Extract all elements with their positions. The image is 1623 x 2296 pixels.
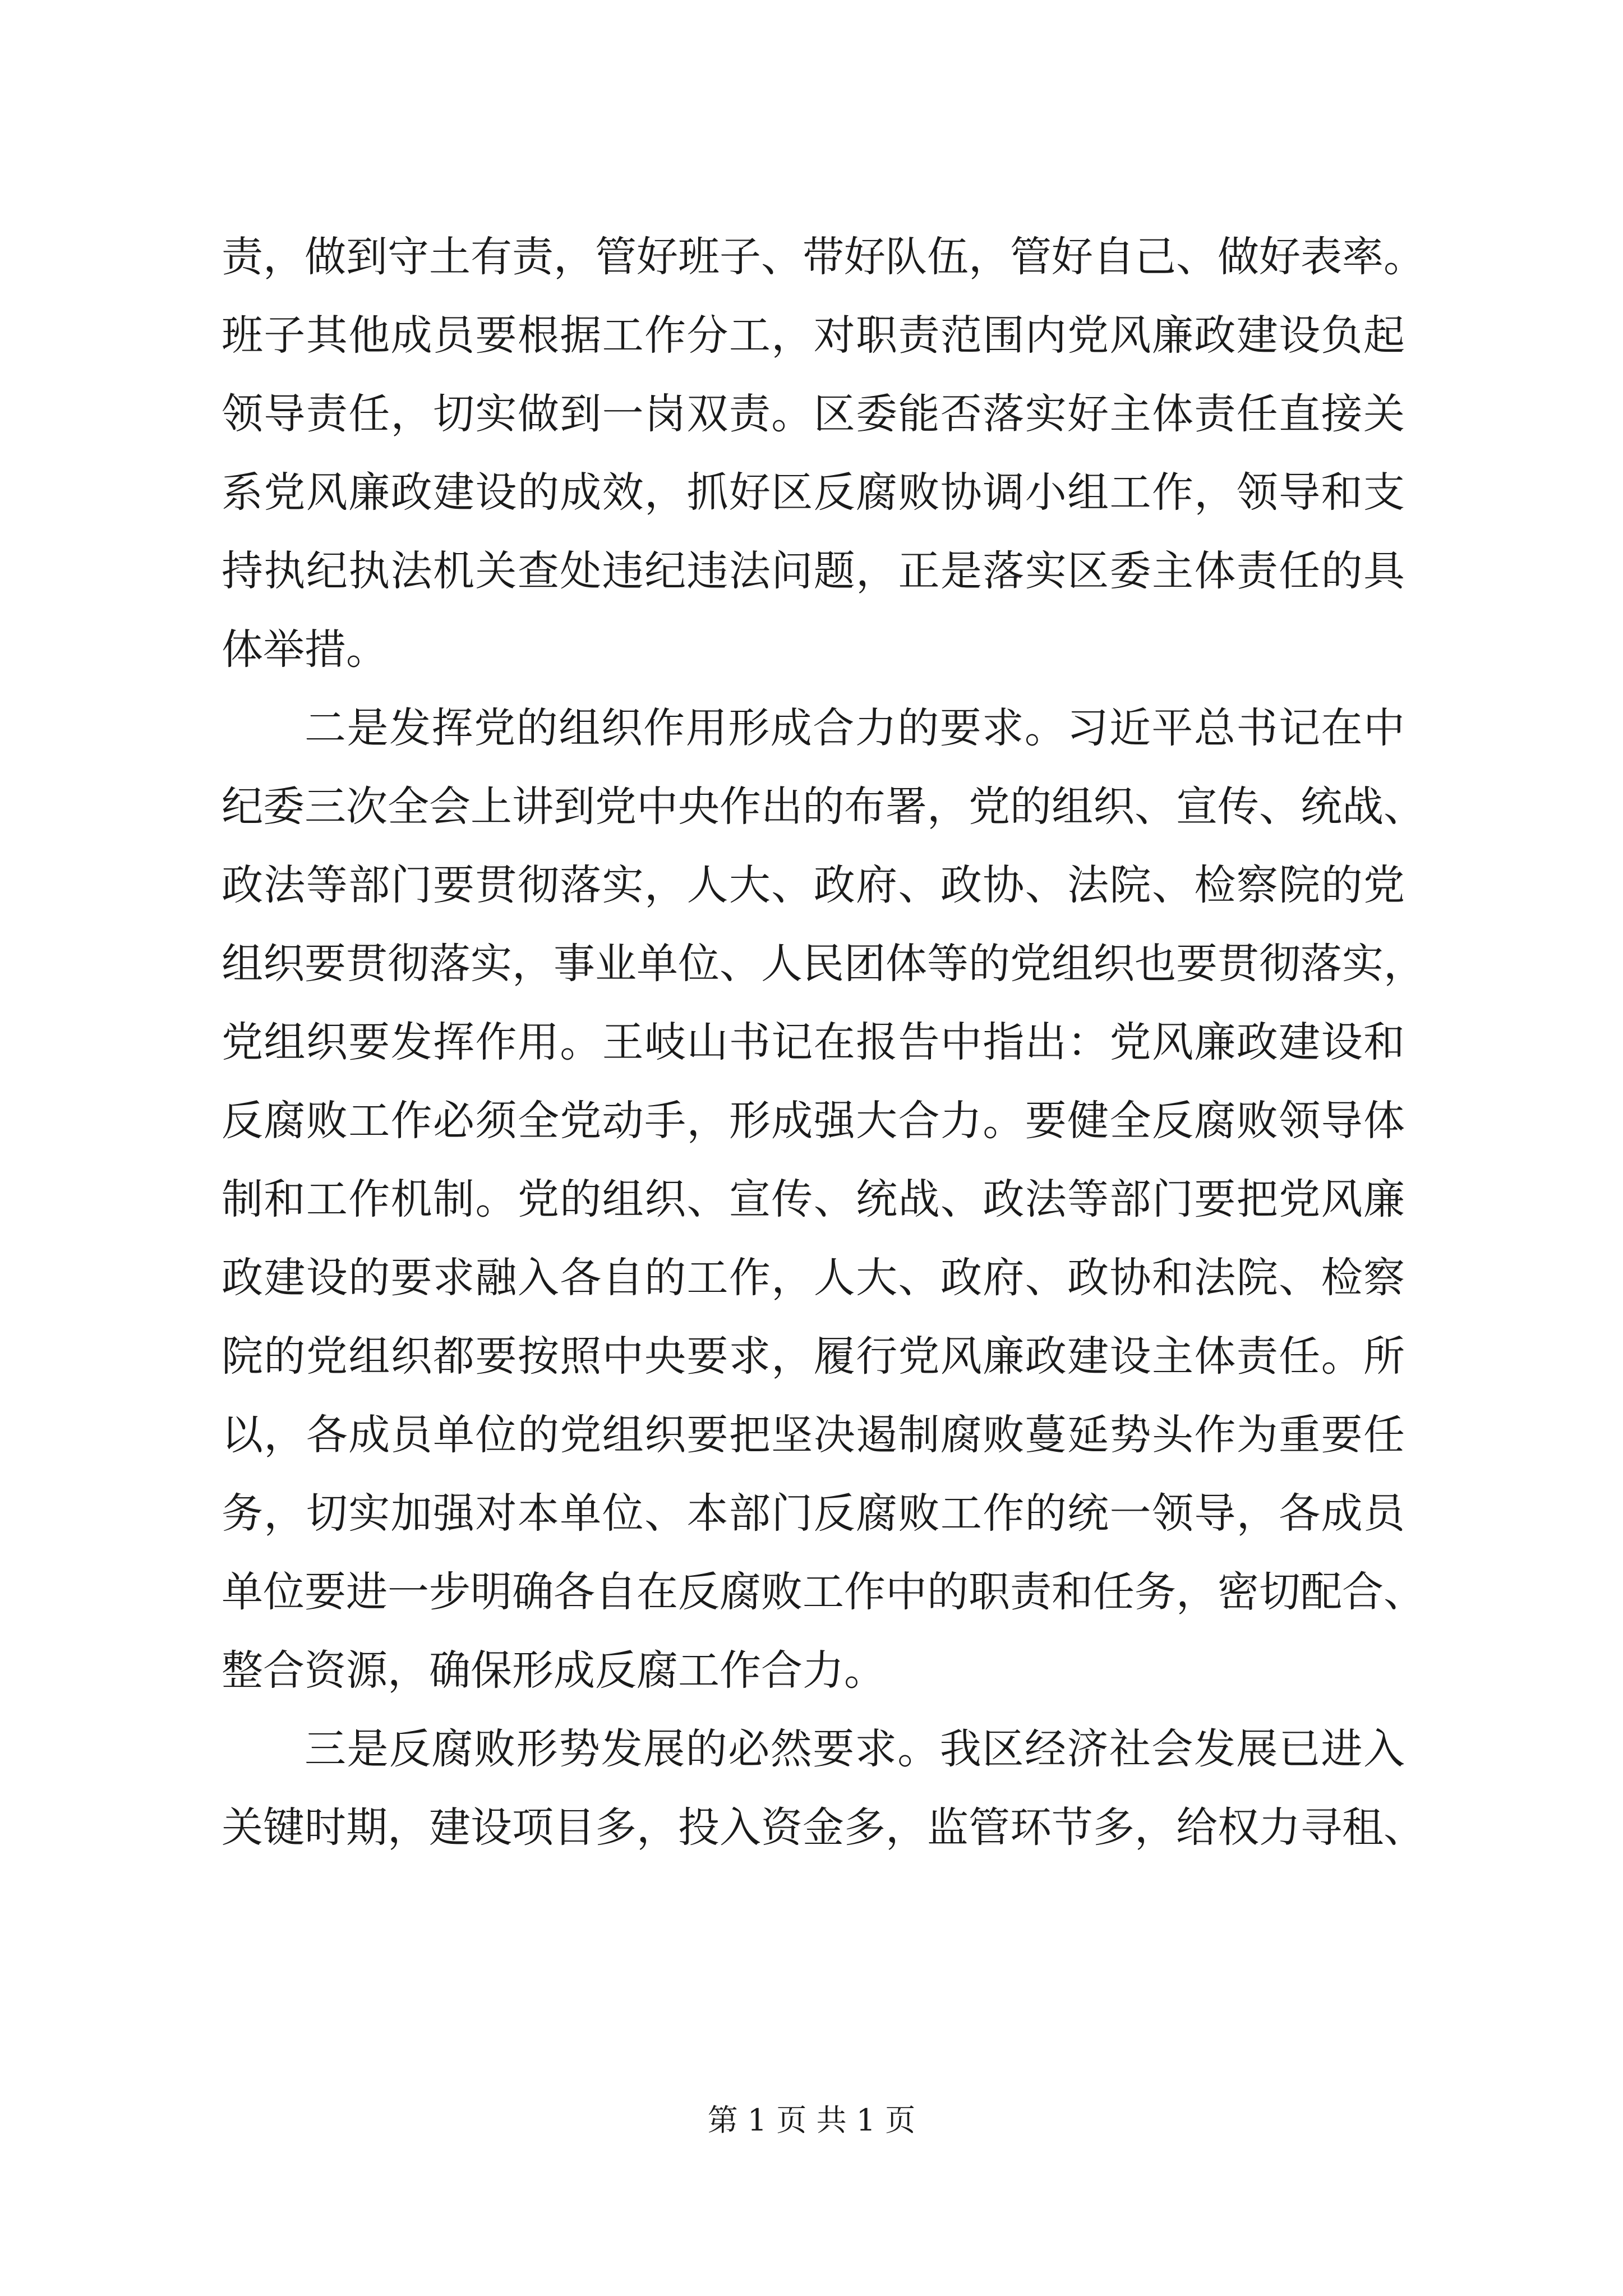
- paragraph-start-line: 三是反腐败形势发展的必然要求。我区经济社会发展已进入: [305, 1725, 1405, 1773]
- text-line: 政建设的要求融入各自的工作，人大、政府、政协和法院、检察: [222, 1254, 1405, 1302]
- text-line: 以，各成员单位的党组织要把坚决遏制腐败蔓延势头作为重要任: [222, 1411, 1405, 1459]
- text-line: 持执纪执法机关查处违纪违法问题，正是落实区委主体责任的具: [222, 547, 1405, 595]
- text-line: 整合资源，确保形成反腐工作合力。: [222, 1646, 886, 1695]
- text-line: 系党风廉政建设的成效，抓好区反腐败协调小组工作，领导和支: [222, 468, 1405, 517]
- text-line: 单位要进一步明确各自在反腐败工作中的职责和任务，密切配合、: [222, 1568, 1425, 1616]
- text-line: 领导责任，切实做到一岗双责。区委能否落实好主体责任直接关: [222, 390, 1405, 438]
- text-line: 反腐败工作必须全党动手，形成强大合力。要健全反腐败领导体: [222, 1097, 1405, 1145]
- text-line: 院的党组织都要按照中央要求，履行党风廉政建设主体责任。所: [222, 1332, 1405, 1381]
- text-line: 政法等部门要贯彻落实，人大、政府、政协、法院、检察院的党: [222, 861, 1405, 909]
- text-line: 纪委三次全会上讲到党中央作出的布署，党的组织、宣传、统战、: [222, 783, 1425, 831]
- text-line: 体举措。: [222, 625, 388, 674]
- text-line: 关键时期，建设项目多，投入资金多，监管环节多，给权力寻租、: [222, 1803, 1425, 1852]
- text-line: 班子其他成员要根据工作分工，对职责范围内党风廉政建设负起: [222, 311, 1405, 360]
- paragraph-start-line: 二是发挥党的组织作用形成合力的要求。习近平总书记在中: [305, 704, 1405, 752]
- text-line: 党组织要发挥作用。王岐山书记在报告中指出：党风廉政建设和: [222, 1018, 1405, 1066]
- text-line: 务，切实加强对本单位、本部门反腐败工作的统一领导，各成员: [222, 1489, 1405, 1538]
- text-line: 组织要贯彻落实，事业单位、人民团体等的党组织也要贯彻落实，: [222, 940, 1425, 988]
- text-line: 责，做到守土有责，管好班子、带好队伍，管好自己、做好表率。: [222, 233, 1425, 281]
- page-number-footer: 第 1 页 共 1 页: [707, 2102, 916, 2138]
- document-body: [222, 218, 1425, 1867]
- text-line: 制和工作机制。党的组织、宣传、统战、政法等部门要把党风廉: [222, 1175, 1405, 1223]
